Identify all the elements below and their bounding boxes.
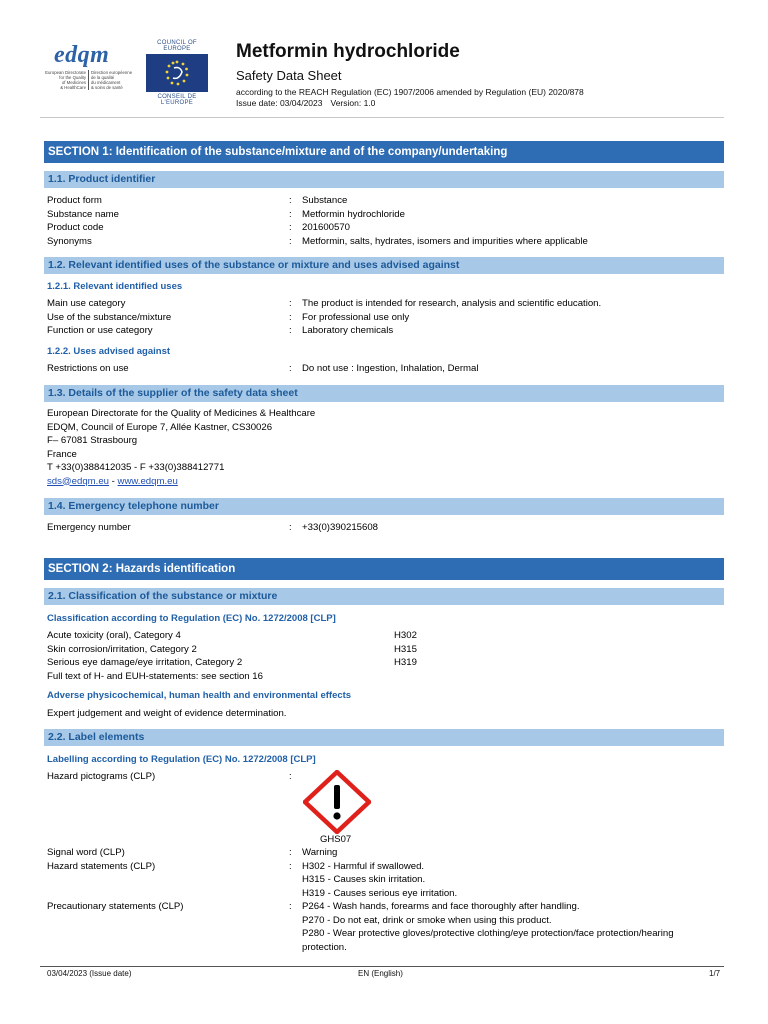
document-title: Metformin hydrochloride (236, 41, 460, 62)
supplier-contact-links: sds@edqm.eu - www.edqm.eu (47, 475, 178, 487)
precautionary-statement: P264 - Wash hands, forearms and face thoroughly after handling. (302, 901, 580, 912)
edqm-logo-lines: European Directorate Direction européenne for the Quality de la qualité of Medicines du médicament & HealthCare & soins de santé (42, 70, 132, 90)
website-link[interactable]: www.edqm.eu (117, 475, 178, 487)
subsection-2-2-header: 2.2. Label elements (44, 729, 724, 746)
council-of-europe-logo: COUNCIL OF EUROPE CONSEIL DE L'EUROPE (146, 40, 230, 104)
labelling-title: Labelling according to Regulation (EC) No. 1272/2008 [CLP] (47, 754, 316, 765)
issue-line (236, 98, 375, 108)
supplier-line: France (47, 448, 77, 460)
adverse-effects-text: Expert judgement and weight of evidence determination. (47, 708, 287, 719)
footer-language: EN (English) (358, 969, 403, 978)
email-link[interactable]: sds@edqm.eu (47, 475, 110, 487)
subsection-1-3-header: 1.3. Details of the supplier of the safety data sheet (44, 385, 724, 402)
footer-page-number: 1/7 (709, 969, 721, 978)
subsection-1-2-1-title: 1.2.1. Relevant identified uses (47, 281, 183, 292)
footer-divider (40, 966, 724, 967)
precautionary-statement: protection. (302, 941, 347, 953)
subsection-1-4-header: 1.4. Emergency telephone number (44, 498, 724, 515)
subsection-1-2-2-title: 1.2.2. Uses advised against (47, 346, 171, 357)
classification-row: Skin corrosion/irritation, Category 2 H315 (47, 643, 417, 655)
supplier-line: T +33(0)388412035 - F +33(0)388412771 (47, 462, 225, 473)
hazard-statement: H319 - Causes serious eye irritation. (302, 887, 458, 899)
subsection-1-2-header: 1.2. Relevant identified uses of the substance or mixture and uses advised against (44, 257, 724, 274)
section-2-header: SECTION 2: Hazards identification (44, 558, 724, 580)
hazard-statement: H302 - Harmful if swallowed. (302, 860, 425, 872)
supplier-line: European Directorate for the Quality of Medicines & Healthcare (47, 408, 316, 419)
edqm-logo-word: edqm (54, 42, 110, 68)
precautionary-statement: P280 - Wear protective gloves/protective clothing/eye protection/face protection/hearing (302, 928, 674, 939)
subsection-1-1-header: 1.1. Product identifier (44, 171, 724, 188)
version: Version: 1.0 (330, 98, 376, 108)
hazard-statement: H315 - Causes skin irritation. (302, 874, 426, 885)
header-divider (40, 117, 724, 118)
sds-page: edqm European Directorate Direction européenne for the Quality de la qualité of Medicines du médicament & HealthCare & soins de santé COUNCIL OF EUROPE CONSEIL DE L'EUROPE Metformin hydrochloride Safety Data Sheet according to the REACH Regulation (EC) 1907/2006 amended by Regulation (EU) 2020/878 Issue date: 03/04/2023 Version: 1.0 SECTION 1: Identification of the substance/mixture and of the company/undertaking 1.1. Product identifier Product form : Substance Substance name : Metformin hydrochloride Product code : 201600570 Synonyms : Metformin, salts, hydrates, isomers and impurities where applicable 1.2. Relevant identified uses of the substance or mixture and uses advised against 1.2.1. Relevant identified uses Main use category : The product is intended for research, analysis and scientific education. Use of the substance/mixture : For professional use only Function or use category : Laboratory chemicals 1.2.2. Uses advised against Restrictions on use : Do not use : Ingestion, Inhalation, Dermal 1.3. Details of the supplier of the safety data sheet European Directorate for the Quality of Medicines & Healthcare EDQM, Council of Europe 7, Allée Kastner, CS30026 F– 67081 Strasbourg France T +33(0)388412035 - F +33(0)388412771 sds@edqm.eu - www.edqm.eu 1.4. Emergency telephone number Emergency number : +33(0)390215608 SECTION 2: Hazards identification 2.1. Classification of the substance or mixture Classification according to Regulation (EC) No. 1272/2008 [CLP] Acute toxicity (oral), Category 4 H302 Skin corrosion/irritation, Category 2 H315 Serious eye damage/eye irritation, Category 2 H319 Full text of H- and EUH-statements: see section 16 Adverse physicochemical, human health and environmental effects Expert judgement and weight of evidence determination. 2.2. Label elements Labelling according to Regulation (EC) No. 1272/2008 [CLP] Hazard pictograms (CLP) : GHS07 Signal word (CLP) : Warning Hazard statements (CLP) : H302 - Harmful if swallowed. H315 - Causes skin irritation. H319 - Causes serious eye irritation. Precautionary statements (CLP) : P264 - Wash hands, forearms and face thoroughly after handling. P270 - Do not eat, drink or smoke when using this product. P280 - Wear protective gloves/protective clothing/eye protection/face protection/hearing protection. 03/04/2023 (Issue date) EN (English) 1/7 (0, 0, 768, 1024)
hazard-statements-row: Hazard statements (CLP) : H302 - Harmful if swallowed. H315 - Causes skin irritation. H319 - Causes serious eye irritation. (47, 860, 724, 901)
precautionary-statement: P270 - Do not eat, drink or smoke when using this product. (302, 914, 552, 926)
coe-flag-icon (146, 54, 208, 92)
section-1-header: SECTION 1: Identification of the substance/mixture and of the company/undertaking (44, 141, 724, 163)
regulation-line: according to the REACH Regulation (EC) 1907/2006 amended by Regulation (EU) 2020/878 (236, 87, 584, 97)
classification-row: Serious eye damage/eye irritation, Category 2 H319 (47, 657, 417, 668)
footer-date: 03/04/2023 (Issue date) (47, 969, 132, 978)
document-subtitle: Safety Data Sheet (236, 68, 342, 83)
precautionary-statements-row: Precautionary statements (CLP) : P264 - Wash hands, forearms and face thoroughly after handling. P270 - Do not eat, drink or smoke when using this product. P280 - Wear protective gloves/protective clothing/eye protection/face protection/hearing protection. (47, 900, 724, 956)
subsection-2-1-header: 2.1. Classification of the substance or mixture (44, 588, 724, 605)
adverse-effects-title: Adverse physicochemical, human health and environmental effects (47, 690, 352, 701)
supplier-line: EDQM, Council of Europe 7, Allée Kastner, CS30026 (47, 421, 273, 433)
supplier-line: F– 67081 Strasbourg (47, 435, 138, 446)
edqm-logo (40, 40, 144, 104)
full-text-note: Full text of H- and EUH-statements: see section 16 (47, 670, 263, 682)
header-logos (40, 40, 230, 104)
classification-row: Acute toxicity (oral), Category 4 H302 (47, 630, 417, 641)
clp-classification-title: Classification according to Regulation (EC) No. 1272/2008 [CLP] (47, 613, 336, 624)
pictogram-caption: GHS07 (320, 834, 352, 845)
exclamation-mark-diamond-icon (303, 770, 371, 834)
issue-date: Issue date: 03/04/2023 (236, 98, 323, 108)
